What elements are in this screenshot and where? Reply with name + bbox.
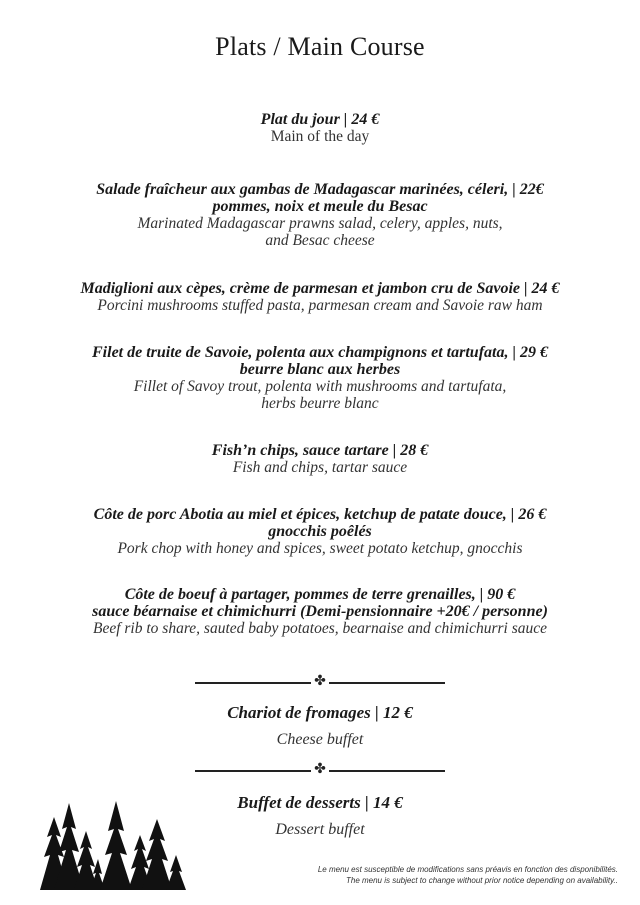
- dish-name: Madiglioni aux cèpes, crème de parmesan et jambon cru de Savoie | 24 €: [80, 280, 560, 297]
- menu-item-salade: [40, 181, 600, 249]
- pine-trees-icon: [30, 795, 190, 890]
- dish-description-line: Fillet of Savoy trout, polenta with mushrooms and tartufata,: [133, 378, 507, 395]
- dish-name-line: Salade fraîcheur aux gambas de Madagascar marinées, céleri, | 22€: [96, 181, 544, 198]
- divider-line: [195, 770, 311, 772]
- menu-item-plat-du-jour: [40, 111, 600, 145]
- dish-description: Main of the day: [270, 128, 370, 145]
- menu-item-cheese: [0, 703, 640, 749]
- dish-name-line: Côte de boeuf à partager, pommes de terre grenailles, | 90 €: [124, 586, 516, 603]
- divider-line: [195, 682, 311, 684]
- dish-name-line: gnocchis poêlés: [268, 523, 372, 540]
- section-divider: [195, 761, 445, 778]
- dish-description: Dessert buffet: [275, 821, 365, 838]
- dish-name-line: beurre blanc aux herbes: [239, 361, 401, 378]
- menu-item-madiglioni: [40, 280, 600, 314]
- menu-item-fish-n-chips: [40, 442, 600, 476]
- dish-description: Beef rib to share, sauted baby potatoes, bearnaise and chimichurri sauce: [92, 620, 548, 637]
- dish-name: Buffet de desserts | 14 €: [237, 793, 403, 812]
- dish-name-line: pommes, noix et meule du Besac: [212, 198, 428, 215]
- menu-item-cote-de-boeuf: [40, 586, 600, 637]
- divider-line: [329, 682, 445, 684]
- ornament-icon: ✤: [314, 761, 326, 777]
- dish-description-line: Marinated Madagascar prawns salad, celery, apples, nuts,: [137, 215, 503, 232]
- dish-name: Fish’n chips, sauce tartare | 28 €: [211, 442, 429, 459]
- dish-description: Fish and chips, tartar sauce: [232, 459, 408, 476]
- dish-name: Chariot de fromages | 12 €: [227, 703, 413, 722]
- page-title: Plats / Main Course: [215, 32, 425, 61]
- dish-name: Plat du jour | 24 €: [260, 111, 380, 128]
- menu-item-filet-de-truite: [40, 344, 600, 412]
- dish-name-line: sauce béarnaise et chimichurri (Demi-pensionnaire +20€ / personne): [92, 603, 548, 620]
- menu-item-cote-de-porc: [40, 506, 600, 557]
- disclaimer-line-fr: Le menu est susceptible de modifications sans préavis en fonction des disponibilités.: [317, 865, 618, 874]
- dish-description: Cheese buffet: [276, 731, 364, 748]
- section-divider: [195, 673, 445, 690]
- dish-name-line: Filet de truite de Savoie, polenta aux champignons et tartufata, | 29 €: [92, 344, 548, 361]
- dish-name-line: Côte de porc Abotia au miel et épices, ketchup de patate douce, | 26 €: [93, 506, 547, 523]
- dish-description-line: herbs beurre blanc: [261, 395, 379, 412]
- divider-line: [329, 770, 445, 772]
- dish-description-line: and Besac cheese: [265, 232, 375, 249]
- dish-description: Pork chop with honey and spices, sweet potato ketchup, gnocchis: [117, 540, 523, 557]
- disclaimer-line-en: The menu is subject to change without prior notice depending on availability..: [345, 876, 618, 885]
- disclaimer: [198, 864, 618, 886]
- ornament-icon: ✤: [314, 673, 326, 689]
- dish-description: Porcini mushrooms stuffed pasta, parmesan cream and Savoie raw ham: [97, 297, 543, 314]
